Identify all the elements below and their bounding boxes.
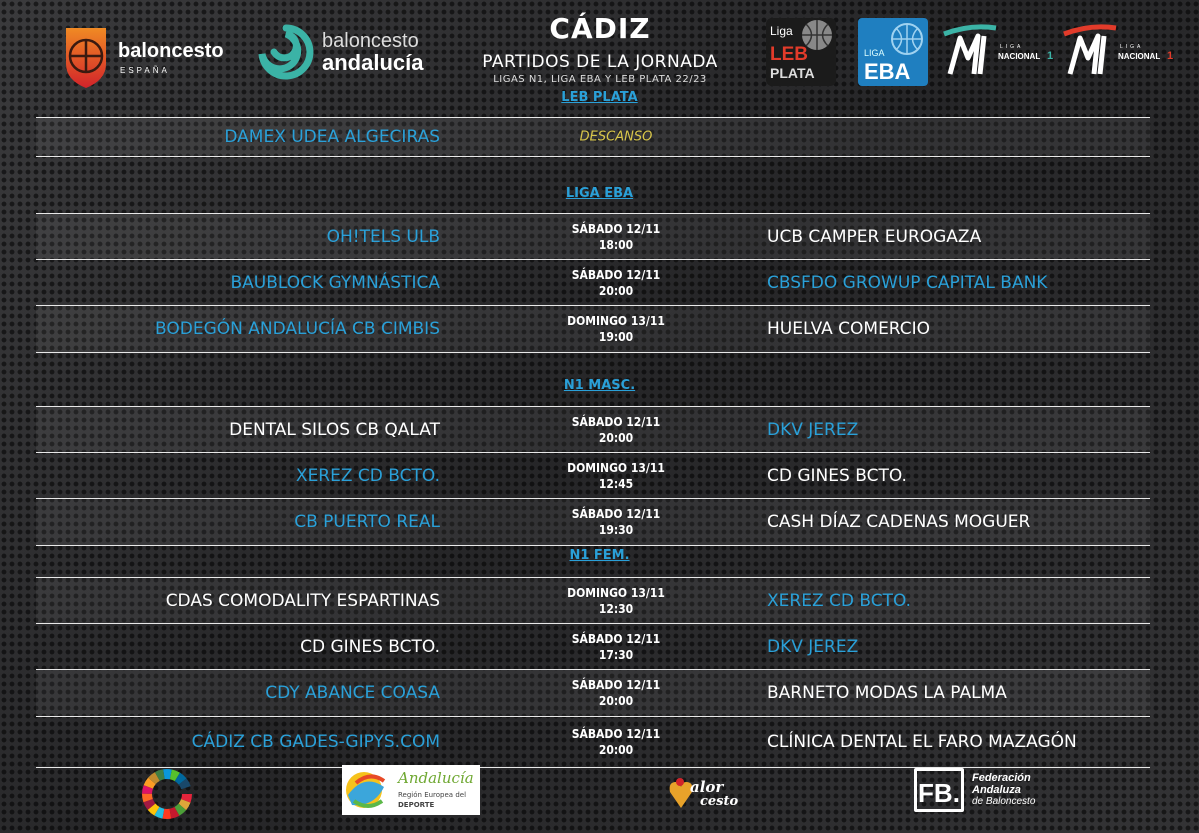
match-time: 12:45 [598,477,634,491]
liga-nacional1-logo-red [1060,24,1176,78]
page-title: CÁDIZ [549,12,651,45]
home-team: CB PUERTO REAL [294,512,440,532]
home-team: CD GINES BCTO. [300,637,440,657]
match-datetime [536,460,696,492]
match-time: 17:30 [598,648,634,662]
leb-plata-logo [766,18,836,86]
match-time: 20:00 [598,431,634,445]
n1-teal-nacional: NACIONAL [998,52,1041,61]
home-team: OH!TELS ULB [326,227,440,247]
home-team: CÁDIZ CB GADES-GIPYS.COM [191,732,440,752]
fab-mark-icon: FB. [914,768,964,812]
page-subtitle-leagues: LIGAS N1, LIGA EBA Y LEB PLATA 22/23 [493,74,707,85]
fab-line3: de Baloncesto [972,796,1036,807]
liga-eba-logo [858,18,928,86]
away-team: XEREZ CD BCTO. [767,591,912,611]
match-day: DOMINGO 13/11 [567,586,665,600]
match-datetime [536,221,696,253]
match-day: SÁBADO 12/11 [571,222,661,236]
andalucia-logo-line1: baloncesto [322,30,419,52]
fab-line2: Andaluza [972,784,1021,796]
match-datetime [536,585,696,617]
match-day: DOMINGO 13/11 [567,314,665,328]
match-row [36,452,1150,499]
match-day: DOMINGO 13/11 [567,461,665,475]
valor-cesto-logo [668,770,748,818]
section-label-liga-eba: LIGA EBA [565,186,634,201]
match-datetime [536,414,696,446]
match-day: SÁBADO 12/11 [571,678,661,692]
match-time: 20:00 [598,743,634,757]
match-datetime [536,267,696,299]
andalucia-region-icon [344,767,398,813]
match-day: SÁBADO 12/11 [571,507,661,521]
section-label-leb-plata: LEB PLATA [561,90,638,105]
andalucia-region-title: Andalucía [398,769,474,787]
away-team: DKV JEREZ [767,637,859,657]
away-team: DKV JEREZ [767,420,859,440]
match-datetime [536,677,696,709]
match-day: SÁBADO 12/11 [571,415,661,429]
away-team: UCB CAMPER EUROGAZA [767,227,982,247]
leb-logo-liga: Liga [770,24,793,38]
n1-red-liga: LIGA [1120,44,1144,50]
home-team: XEREZ CD BCTO. [295,466,440,486]
match-time: 20:00 [598,284,634,298]
match-datetime [536,631,696,663]
away-team: CLÍNICA DENTAL EL FARO MAZAGÓN [767,732,1077,752]
leb-logo-plata: PLATA [770,65,815,81]
leb-logo-leb: LEB [770,44,808,65]
away-team: CASH DÍAZ CADENAS MOGUER [767,512,1031,532]
match-row [36,117,1150,157]
away-team: CD GINES BCTO. [767,466,907,486]
away-team: CBSFDO GROWUP CAPITAL BANK [767,273,1048,293]
feb-shield-icon [60,24,112,90]
basketball-icon [890,22,924,56]
n1-teal-liga: LIGA [1000,44,1024,50]
match-row [36,259,1150,306]
away-team: HUELVA COMERCIO [767,319,931,339]
eba-logo-liga: LIGA [864,48,885,58]
match-time: 19:00 [598,330,634,344]
home-team: DAMEX UDEA ALGECIRAS [224,127,440,147]
feb-logo-name: baloncesto [118,40,224,62]
valor-logo-line2: cesto [700,794,739,809]
andalucia-region-sub: Región Europea del [398,791,467,799]
match-row [36,305,1150,353]
match-day: SÁBADO 12/11 [571,268,661,282]
match-day: SÁBADO 12/11 [571,632,661,646]
match-row [36,623,1150,670]
n1-red-nacional: NACIONAL [1118,52,1161,61]
match-row [36,577,1150,624]
andalucia-region-sub2: DEPORTE [398,801,435,809]
home-team: BODEGÓN ANDALUCÍA CB CIMBIS [155,319,440,339]
liga-nacional1-logo-teal [940,24,1056,78]
page-subtitle: PARTIDOS DE LA JORNADA [482,52,718,72]
match-day: SÁBADO 12/11 [571,727,661,741]
match-time: 18:00 [598,238,634,252]
match-row [36,498,1150,546]
baloncesto-andalucia-logo [256,22,446,82]
match-datetime [536,313,696,345]
andalucia-logo-line2: andalucía [322,50,424,75]
sdg-wheel-logo [140,767,194,825]
andalucia-spiral-icon [256,24,316,80]
home-team: CDAS COMODALITY ESPARTINAS [165,591,440,611]
match-time: 19:30 [598,523,634,537]
match-datetime [536,726,696,758]
away-team: BARNETO MODAS LA PALMA [767,683,1007,703]
andalucia-region-deporte-logo [342,765,480,815]
eba-logo-eba: EBA [864,59,911,84]
feb-logo [60,24,230,92]
n1-mark-icon [1060,24,1118,78]
match-row [36,669,1150,716]
fab-logo [914,766,1064,816]
fab-line1: Federación [972,772,1031,784]
home-team: BAUBLOCK GYMNÁSTICA [230,273,440,293]
feb-logo-country: ESPAÑA [120,66,170,75]
match-datetime [536,506,696,538]
match-row [36,406,1150,453]
home-team: CDY ABANCE COASA [265,683,440,703]
sdg-wheel-icon [140,767,194,821]
section-label-n1-fem: N1 FEM. [569,548,630,563]
n1-teal-num: 1 [1047,50,1054,62]
match-row [36,716,1150,768]
n1-red-num: 1 [1167,50,1174,62]
match-time: 20:00 [598,694,634,708]
match-row [36,213,1150,260]
valor-logo-line1: alor [690,778,724,796]
section-label-n1-masc: N1 MASC. [563,378,636,393]
match-time: 12:30 [598,602,634,616]
home-team: DENTAL SILOS CB QALAT [229,420,440,440]
n1-mark-icon [940,24,998,78]
match-note: DESCANSO [579,129,653,145]
